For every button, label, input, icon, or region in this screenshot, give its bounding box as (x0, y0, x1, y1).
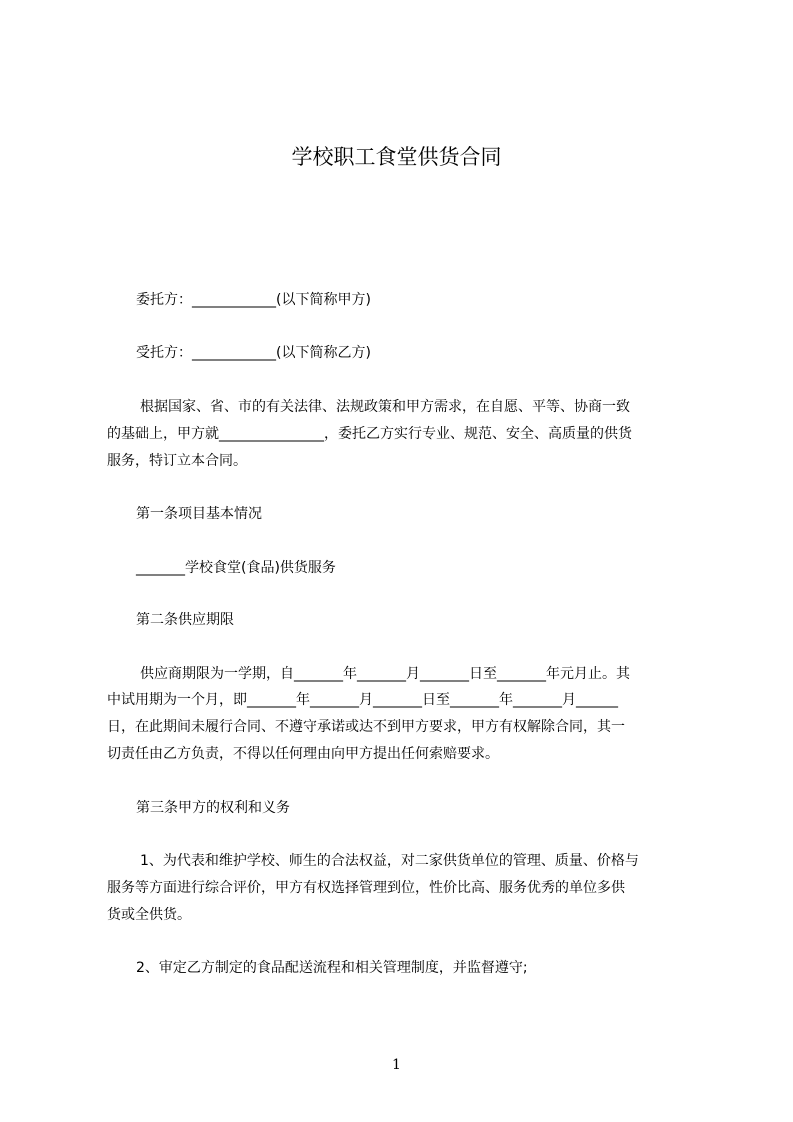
article-2-line-1: 供应商期限为一学期，自_______年_______月_______日至_______年元月止。其 (140, 666, 630, 682)
article-3-item-1-line-1: 1、为代表和维护学校、师生的合法权益，对二家供货单位的管理、质量、价格与 (140, 853, 639, 869)
contractor-line: 受托方：____________(以下简称乙方) (136, 345, 371, 361)
article-2-line-4: 切责任由乙方负责，不得以任何理由向甲方提出任何索赔要求。 (107, 746, 499, 762)
article-3-heading: 第三条甲方的权利和义务 (136, 800, 290, 816)
preamble-line-3: 服务，特订立本合同。 (107, 453, 247, 469)
article-1-heading: 第一条项目基本情况 (136, 506, 262, 522)
article-2-line-2: 中试用期为一个月，即_______年_______月_______日至_______年_______月______ (107, 692, 618, 708)
article-1-body: _______学校食堂(食品)供货服务 (136, 560, 336, 576)
article-2-heading: 第二条供应期限 (136, 612, 234, 628)
article-2-line-3: 日，在此期间未履行合同、不遵守承诺或达不到甲方要求，甲方有权解除合同，其一 (107, 719, 625, 735)
article-3-item-2: 2、审定乙方制定的食品配送流程和相关管理制度，并监督遵守; (136, 960, 528, 976)
preamble-line-1: 根据国家、省、市的有关法律、法规政策和甲方需求，在自愿、平等、协商一致 (140, 399, 630, 415)
page-number: 1 (392, 1057, 401, 1073)
client-line: 委托方：____________(以下简称甲方) (136, 292, 371, 308)
article-3-item-1-line-3: 货或全供货。 (107, 907, 191, 923)
preamble-line-2: 的基础上，甲方就_______________，委托乙方实行专业、规范、安全、高质量的供货 (107, 426, 632, 442)
article-3-item-1-line-2: 服务等方面进行综合评价，甲方有权选择管理到位，性价比高、服务优秀的单位多供 (107, 880, 625, 896)
document-title: 学校职工食堂供货合同 (291, 145, 502, 169)
